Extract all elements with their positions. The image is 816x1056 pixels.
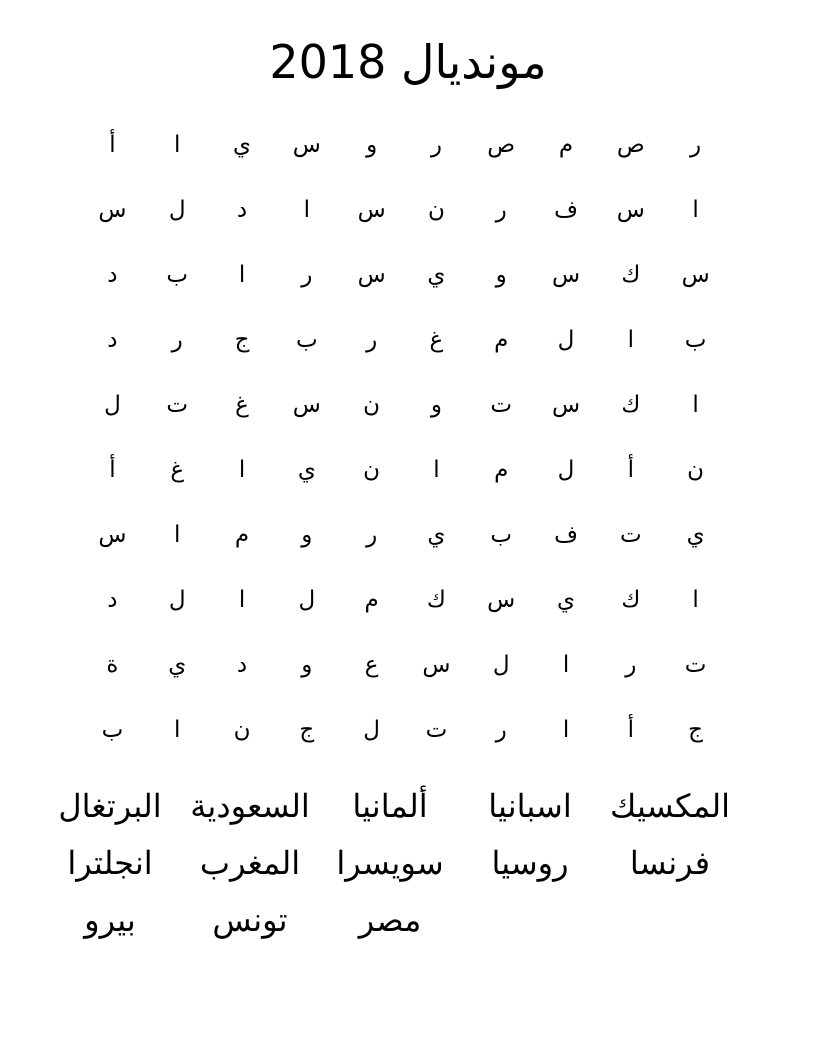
- grid-letter: د: [107, 262, 118, 288]
- grid-letter: و: [366, 132, 378, 158]
- grid-letter: س: [551, 262, 581, 288]
- grid-letter: ل: [492, 652, 510, 678]
- word-row: [40, 835, 740, 892]
- grid-letter: ر: [301, 262, 313, 288]
- word-item: المكسيك: [610, 788, 730, 824]
- grid-letter: ا: [562, 717, 570, 743]
- grid-row: [80, 438, 728, 503]
- grid-letter: س: [357, 262, 386, 288]
- grid-letter: س: [616, 197, 645, 223]
- grid-letter: د: [107, 587, 118, 613]
- grid-letter: ع: [364, 652, 379, 678]
- grid-letter: ي: [686, 522, 705, 548]
- grid-row: [80, 308, 728, 373]
- grid-letter: س: [487, 587, 516, 613]
- page-title: مونديال 2018: [269, 35, 547, 89]
- grid-letter: ل: [363, 717, 380, 743]
- grid-letter: ل: [557, 327, 575, 353]
- grid-letter: ل: [168, 587, 186, 613]
- grid-letter: ت: [684, 652, 707, 678]
- grid-row: [80, 178, 728, 243]
- word-item: سويسرا: [336, 845, 444, 881]
- grid-row: [80, 568, 728, 633]
- grid-letter: ج: [299, 717, 315, 743]
- grid-letter: ل: [104, 392, 121, 418]
- grid-letter: ر: [625, 652, 637, 678]
- grid-letter: ا: [238, 457, 246, 483]
- grid-letter: س: [422, 652, 451, 678]
- word-item: بيرو: [84, 902, 136, 938]
- grid-letter: ي: [297, 457, 316, 483]
- grid-row: [80, 373, 728, 438]
- grid-letter: ص: [616, 132, 645, 158]
- grid-letter: ر: [366, 522, 378, 548]
- grid-letter: و: [301, 522, 313, 548]
- grid-row: [80, 113, 728, 178]
- grid-letter: ت: [490, 392, 513, 418]
- grid-letter: ك: [621, 587, 641, 613]
- grid-letter: س: [98, 522, 127, 548]
- grid-letter: ل: [557, 457, 575, 483]
- word-item: تونس: [212, 902, 288, 938]
- grid-letter: ب: [101, 717, 124, 743]
- grid-letter: ر: [690, 132, 702, 158]
- word-item: المغرب: [199, 845, 301, 881]
- grid-letter: ا: [692, 587, 699, 613]
- grid-letter: أ: [627, 457, 634, 483]
- grid-letter: م: [364, 587, 379, 613]
- grid-letter: غ: [429, 327, 444, 353]
- grid-row: [80, 243, 728, 308]
- grid-letter: ر: [495, 717, 507, 743]
- word-row: [40, 778, 740, 835]
- grid-letter: ا: [433, 457, 440, 483]
- grid-letter: ي: [427, 262, 446, 288]
- grid-letter: ا: [627, 327, 634, 353]
- word-list: [40, 778, 740, 949]
- grid-row: [80, 633, 728, 698]
- grid-letter: ك: [621, 262, 641, 288]
- grid-letter: س: [98, 197, 127, 223]
- grid-letter: ف: [554, 522, 578, 548]
- grid-letter: ك: [426, 587, 446, 613]
- word-item: [600, 892, 740, 949]
- grid-row: [80, 503, 728, 568]
- grid-letter: ن: [233, 717, 251, 743]
- grid-letter: ا: [238, 587, 246, 613]
- word-row: [40, 892, 740, 949]
- word-search-grid: [80, 113, 728, 763]
- grid-letter: أ: [627, 717, 634, 743]
- grid-letter: د: [236, 652, 248, 678]
- word-item: فرنسا: [629, 845, 711, 881]
- word-item: السعودية: [190, 788, 310, 824]
- grid-letter: و: [301, 652, 313, 678]
- grid-letter: ت: [425, 717, 448, 743]
- grid-letter: س: [292, 132, 321, 158]
- grid-letter: ي: [168, 652, 187, 678]
- grid-letter: ج: [688, 717, 704, 743]
- grid-letter: م: [494, 327, 509, 353]
- grid-letter: م: [558, 132, 574, 158]
- word-item: ألمانيا: [352, 788, 428, 824]
- grid-letter: ب: [166, 262, 189, 288]
- grid-letter: ن: [363, 457, 381, 483]
- grid-letter: ت: [619, 522, 642, 548]
- grid-letter: أ: [109, 457, 116, 483]
- grid-letter: غ: [235, 392, 249, 418]
- grid-letter: ت: [166, 392, 189, 418]
- grid-letter: ن: [687, 457, 705, 483]
- grid-letter: ا: [174, 522, 181, 548]
- grid-letter: ا: [692, 197, 699, 223]
- grid-letter: م: [494, 457, 509, 483]
- grid-letter: ج: [234, 327, 250, 353]
- grid-letter: ا: [238, 262, 246, 288]
- grid-letter: ن: [427, 197, 445, 223]
- word-item: اسبانيا: [488, 788, 572, 824]
- grid-letter: و: [430, 392, 442, 418]
- grid-letter: ب: [684, 327, 707, 353]
- grid-letter: ر: [171, 327, 183, 353]
- grid-letter: ر: [366, 327, 378, 353]
- grid-letter: د: [236, 197, 248, 223]
- word-item: انجلترا: [67, 845, 153, 881]
- grid-letter: ا: [174, 132, 181, 158]
- grid-letter: ي: [427, 522, 446, 548]
- grid-letter: س: [551, 392, 581, 418]
- grid-letter: غ: [170, 457, 185, 483]
- word-item: البرتغال: [58, 788, 162, 824]
- grid-letter: ا: [692, 392, 699, 418]
- grid-letter: ا: [562, 652, 570, 678]
- grid-letter: ب: [295, 327, 318, 353]
- grid-letter: ن: [363, 392, 381, 418]
- grid-letter: س: [681, 262, 710, 288]
- grid-letter: ك: [621, 392, 641, 418]
- grid-letter: ل: [168, 197, 186, 223]
- word-item: [460, 892, 600, 949]
- grid-letter: ة: [106, 652, 119, 678]
- grid-letter: ر: [430, 132, 442, 158]
- grid-letter: ف: [554, 197, 578, 223]
- word-item: روسيا: [491, 845, 569, 881]
- grid-letter: س: [357, 197, 386, 223]
- grid-letter: ب: [490, 522, 513, 548]
- grid-letter: س: [292, 392, 321, 418]
- grid-letter: ا: [174, 717, 181, 743]
- grid-letter: ر: [495, 197, 507, 223]
- grid-letter: ل: [298, 587, 316, 613]
- grid-letter: د: [107, 327, 118, 353]
- word-item: مصر: [358, 902, 422, 938]
- grid-letter: و: [495, 262, 507, 288]
- grid-letter: ي: [233, 132, 252, 158]
- grid-letter: ص: [487, 132, 516, 158]
- grid-letter: أ: [109, 132, 116, 158]
- grid-letter: ا: [303, 197, 311, 223]
- grid-letter: م: [234, 522, 250, 548]
- grid-row: [80, 698, 728, 763]
- grid-letter: ي: [557, 587, 576, 613]
